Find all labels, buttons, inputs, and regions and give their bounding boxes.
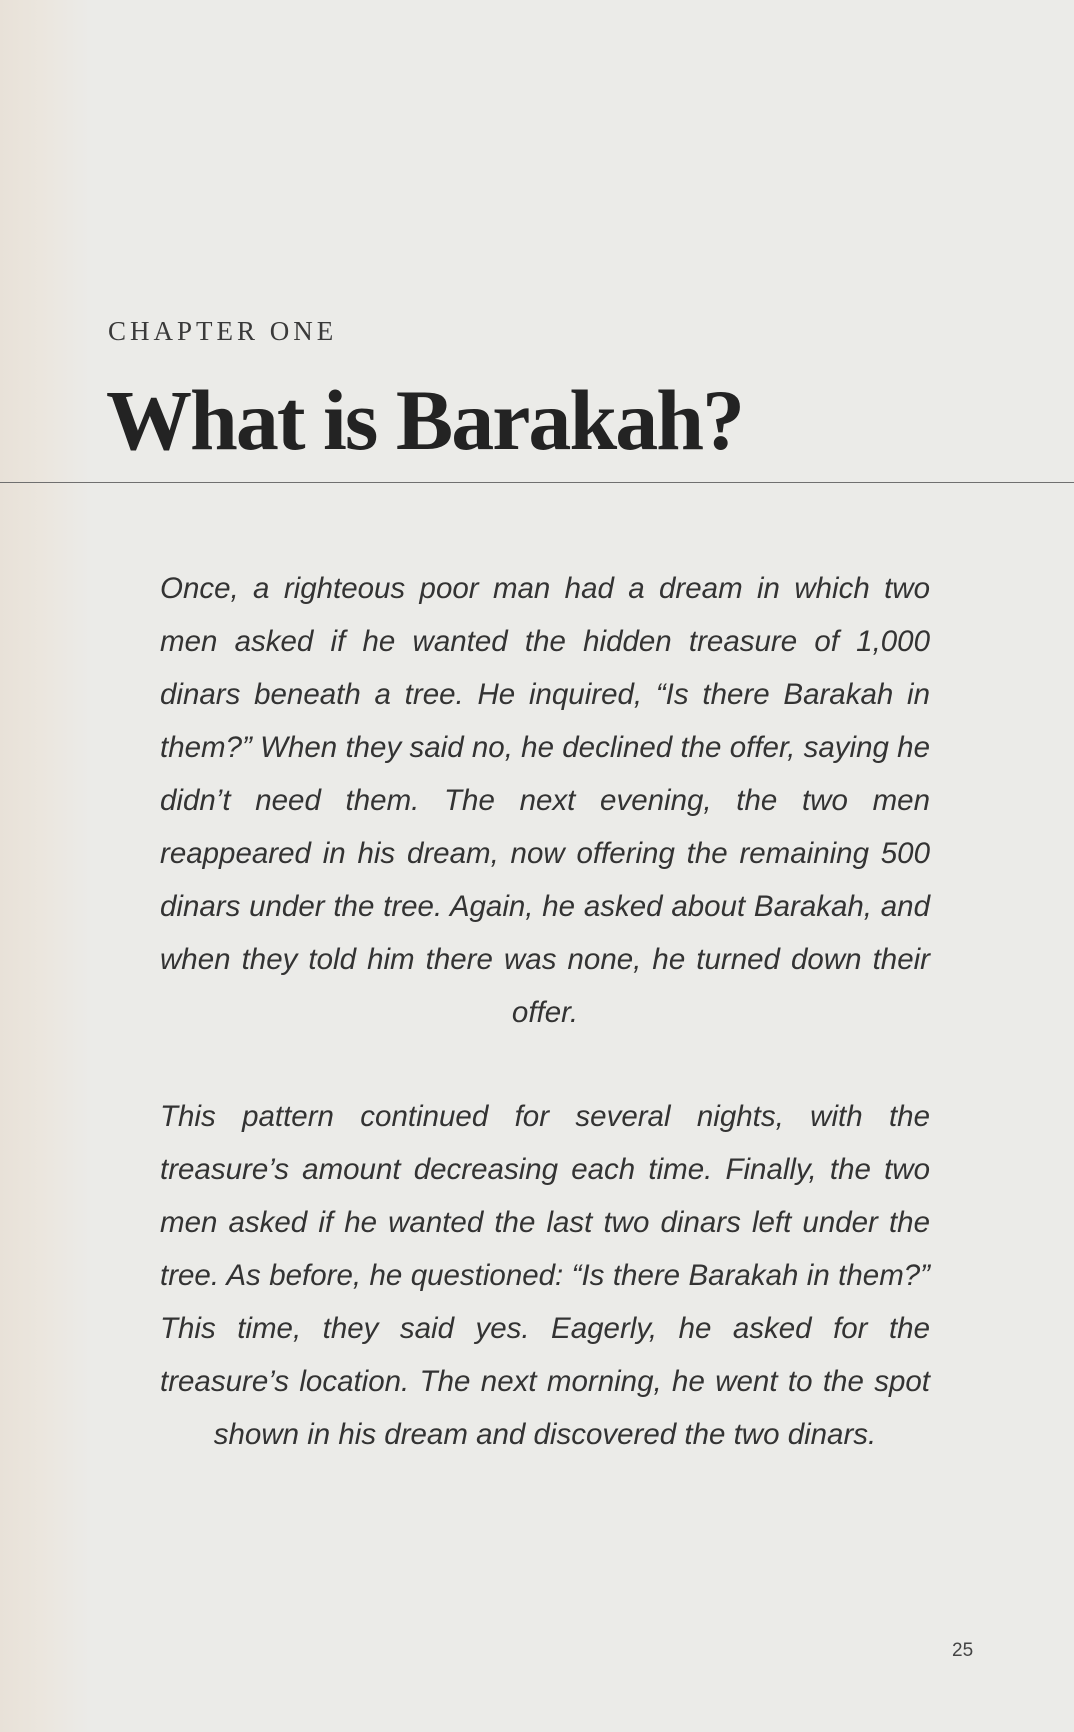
story-paragraph-2: This pattern continued for several nights, with the treasure’s amount decreasing each time. Finally, the two men asked if he wanted the last two dinars left under the tree. As before, he questioned: “Is there Barakah in them?” This time, they said yes. Eagerly, he asked for the treasure’s location. The next morning, he went to the spot shown in his dream and discovered the two dinars. (160, 1100, 930, 1451)
chapter-label: CHAPTER ONE (108, 316, 338, 346)
story-paragraph-1: Once, a righteous poor man had a dream in which two men asked if he wanted the hidden treasure of 1,000 dinars beneath a tree. He inquired, “Is there Barakah in them?” When they said no, he declined the offer, saying he didn’t need them. The next evening, the two men reappeared in his dream, now offering the remaining 500 dinars under the tree. Again, he asked about Barakah, and when they told him there was none, he turned down their offer. (160, 572, 930, 1029)
title-divider-rule (0, 482, 1074, 483)
page-number: 25 (952, 1640, 974, 1661)
chapter-title: What is Barakah? (106, 372, 744, 468)
page-gutter-shading (0, 0, 90, 1732)
